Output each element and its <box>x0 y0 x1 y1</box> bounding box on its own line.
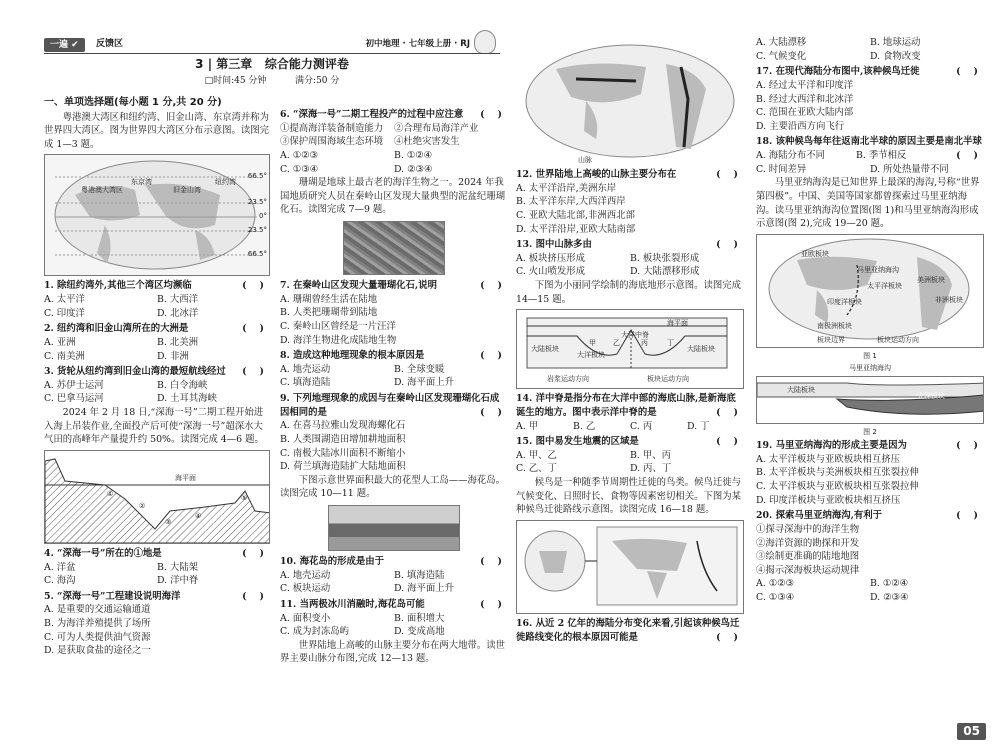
brand-text: 一遍 <box>50 40 69 50</box>
seafloor-profile: 海平面 ① ② ③ ④ ⑤ <box>44 450 270 544</box>
title-block <box>44 56 500 88</box>
exam-meta <box>44 75 500 88</box>
bird-migration-map <box>516 520 744 614</box>
trench-diagram: 大陆板块 大洋板块 <box>756 376 984 424</box>
question-7: 7. 在秦岭山区发现大量珊瑚化石,说明 ( ) <box>280 280 502 291</box>
question-13: 13. 图中山脉多由 ( ) <box>516 239 738 251</box>
intro-4-6: 2024 年 2 月 18 日,“深海一号”二期工程开始进入海上吊装作业,全面投产后可使“深海一号”超深水大气田的高峰年产量提升约 50%。读图完成 4—6 题。 <box>44 407 264 446</box>
question-11: 11. 当两极冰川消融时,海花岛可能 ( ) <box>280 598 502 610</box>
map-label-tokyo: 东京湾 <box>131 178 152 187</box>
question-19: 19. 马里亚纳海沟的形成主要是因为 ( ) <box>756 440 978 452</box>
question-4: 4. “深海一号”所在的①地是 ( ) <box>44 547 264 559</box>
mountain-label: 山脉 <box>578 155 592 164</box>
column-3: 山脉 12. 世界陆地上高峻的山脉主要分布在 ( ) A. 太平洋沿岸,美洲东岸 B. 太平洋东岸,大西洋西岸 C. 亚欧大陆北部,非洲西北部 D. 太平洋沿岸,亚欧大陆南部 13. 图中山脉多由 ( ) A. 板块挤压形成 B. 板块张裂形成 C. 火山喷发形成 D. 大陆漂移形成 下图为小丽同学绘制的海底地形示意图。读图完成 14—15 题。 海平面 大洋中脊 大陆板块 大洋板块 大陆板块 甲 乙 丙 丁 岩浆运动方向 板块运动方向 14. 洋中脊是指分布在大洋中部的海底山脉,是新海底诞生的地方。图中表示洋中脊的是 ( ) A. 甲 B. 乙 C. 丙 D. 丁 15. 图中易发生地震的区域是 ( ) A. 甲、乙 B. 甲、丙 C. 乙、丁 D. 丙、丁 候鸟是一种随季节周期性迁徙的鸟类。候鸟迁徙与气候变化、日照时长、食物等因素密切相关。下图为某种候鸟迁徙路线示意图。读图完成 16—18 题。 16. 从近 2 亿年的海陆分布变化来看,引起该种候鸟迁徙路线变化的根本原因可能是 ( ) <box>516 36 744 744</box>
intro-10-11: 下图示意世界面积最大的花型人工岛——海花岛。读图完成 10—11 题。 <box>280 474 506 500</box>
mountain-map <box>516 39 744 165</box>
map-label-gba: 粤港澳大湾区 <box>81 186 123 195</box>
seafloor-diagram: 海平面 大洋中脊 大陆板块 大洋板块 大陆板块 甲 乙 丙 丁 岩浆运动方向 板块运动方向 <box>516 309 744 389</box>
column-1: 一、单项选择题(每小题 1 分,共 20 分) 粤港澳大湾区和纽约湾、旧金山湾、东京湾并称为世界四大湾区。图为世界四大湾区分布示意图。读图完成 1—3 题。 粤港澳大湾区 东京湾 旧金山湾 纽约湾 66.5° 23.5° 0° 23.5° 66.5° 1. 除纽约湾外,其他三个湾区均濒临 ( ) A. 太平洋 B. 大西洋 C. 印度洋 D. 北冰洋 2. 纽约湾和旧金山湾所在的大洲是 ( ) A. 亚洲 B. 北美洲 C. 南美洲 D. 非洲 3. 货轮从纽约湾到旧金山湾的最短航线经过 ( ) A. 苏伊士运河 B. 白令海峡 C. 巴拿马运河 D. 土耳其海峡 2024 年 2 月 18 日,“深海一号”二期工程开始进入海上吊装作业,全面投产后可使“深海一号”超深水大气田的高峰年产量提升约 50%。读图完成 4—6 题。 海平面 ① ② ③ ④ ⑤ 4. “深海一号”所在的①地是 ( ) A. 洋盆 B. 大陆架 C. 海沟 D. 洋中脊 5. “深海一号”工程建设说明海洋 ( ) A. 是重要的交通运输通道 B. 为海洋养殖提供了场所 C. 可为人类提供油气资源 D. 是获取食盐的途径之一 <box>44 97 270 657</box>
question-8: 8. 造成这种地理现象的根本原因是 ( ) <box>280 350 502 362</box>
intro-16-18: 候鸟是一种随季节周期性迁徙的鸟类。候鸟迁徙与气候变化、日照时长、食物等因素密切相关。下图为某种候鸟迁徙路线示意图。读图完成 16—18 题。 <box>516 477 742 516</box>
question-9: 9. 下列地理现象的成因与在秦岭山区发现珊瑚化石成因相同的是 ( ) <box>280 393 502 418</box>
figure-2-title: 马里亚纳海沟 <box>849 363 891 372</box>
intro-1-3: 粤港澳大湾区和纽约湾、旧金山湾、东京湾并称为世界四大湾区。图为世界四大湾区分布示意图。读图完成 1—3 题。 <box>44 111 270 150</box>
intro-14-15: 下图为小丽同学绘制的海底地形示意图。读图完成 14—15 题。 <box>516 280 742 305</box>
haihua-island-photo <box>328 505 460 551</box>
course-label: 初中地理 · 七年级上册 · RJ <box>365 39 470 49</box>
world-map-icon <box>45 155 270 275</box>
question-14: 14. 洋中脊是指分布在大洋中部的海底山脉,是新海底诞生的地方。图中表示洋中脊的是 ( ) <box>516 393 738 418</box>
migration-map-icon <box>517 521 744 613</box>
plate-map: 亚欧板块 马里亚纳海沟 太平洋板块 印度洋板块 南极洲板块 美洲板块 非洲板块 板块边界 板块运动方向 <box>756 234 984 348</box>
question-17: 17. 在现代海陆分布图中,该种候鸟迁徙 ( ) <box>756 66 978 78</box>
header-bar <box>44 38 500 52</box>
question-10: 10. 海花岛的形成是由于 ( ) <box>280 556 502 567</box>
bay-area-map: 粤港澳大湾区 东京湾 旧金山湾 纽约湾 66.5° 23.5° 0° 23.5° 66.5° <box>44 154 270 276</box>
question-6: 6. “深海一号”二期工程投产的过程中应注意 ( ) <box>280 109 502 120</box>
figure-1-caption: 图 1 <box>863 351 877 360</box>
map-label-ny: 纽约湾 <box>215 178 236 187</box>
column-2: 6. “深海一号”二期工程投产的过程中应注意 ( ) ①提高海洋装备制造能力 ②合理布局海洋产业 ③保护周围海域生态环境 ④杜绝灾害发生 A. ①②③ B. ①②④ C. ①③④ D. ②③④ 珊瑚是地球上最古老的海洋生物之一。2024 年我国地质研究人员在秦岭山区发现大量典型的泥盆纪珊瑚化石。读图完成 7—9 题。 7. 在秦岭山区发现大量珊瑚化石,说明 ( ) A. 珊瑚曾经生活在陆地 B. 人类把珊瑚带到陆地 C. 秦岭山区曾经是一片汪洋 D. 海洋生物进化成陆地生物 8. 造成这种地理现象的根本原因是 ( ) A. 地壳运动 B. 全球变暖 C. 填海造陆 D. 海平面上升 9. 下列地理现象的成因与在秦岭山区发现珊瑚化石成因相同的是 ( ) A. 在喜马拉雅山发现海螺化石 B. 人类围湖造田增加耕地面积 C. 南极大陆冰川面积不断缩小 D. 荷兰填海造陆扩大陆地面积 下图示意世界面积最大的花型人工岛——海花岛。读图完成 10—11 题。 10. 海花岛的形成是由于 ( ) A. 地壳运动 B. 填海造陆 C. 板块运动 D. 海平面上升 11. 当两极冰川消融时,海花岛可能 ( ) A. 面积变小 B. 面积增大 C. 成为封冻岛屿 D. 变成高地 世界陆地上高峻的山脉主要分布在两大地带。读世界主要山脉分布图,完成 12—13 题。 <box>280 106 508 744</box>
question-5: 5. “深海一号”工程建设说明海洋 ( ) <box>44 590 264 602</box>
question-18: 18. 该种候鸟每年往返南北半球的原因主要是南北半球 ( ) <box>756 136 982 161</box>
intro-7-9: 珊瑚是地球上最古老的海洋生物之一。2024 年我国地质研究人员在秦岭山区发现大量典型的泥盆纪珊瑚化石。读图完成 7—9 题。 <box>280 177 506 216</box>
profile-diagram-icon <box>45 451 270 543</box>
page-title: 3 | 第三章 综合能力测评卷 <box>195 57 349 71</box>
page-number: 05 <box>957 723 986 740</box>
question-20: 20. 探索马里亚纳海沟,有利于 ( ) <box>756 510 978 522</box>
time-label: □时间:45 分钟 <box>204 76 267 87</box>
mascot-icon <box>474 30 496 54</box>
check-icon: ✔ <box>68 40 79 50</box>
question-1: 1. 除纽约湾外,其他三个湾区均濒临 ( ) <box>44 280 264 292</box>
brand-tag <box>44 38 85 52</box>
figure-2-caption: 图 2 <box>863 428 877 437</box>
score-label: 满分:50 分 <box>295 76 340 87</box>
intro-19-20: 马里亚纳海沟是已知世界上最深的海沟,号称“世界第四极”。中国、美国等国家都曾探索过马里亚纳海沟。读马里亚纳海沟位置图(图 1)和马里亚纳海沟形成示意图(图 2),完成 19—20 题。 <box>756 177 980 230</box>
question-15: 15. 图中易发生地震的区域是 ( ) <box>516 436 738 448</box>
trench-diagram-icon <box>757 377 984 423</box>
mountain-map-icon <box>516 39 744 165</box>
section-heading: 一、单项选择题(每小题 1 分,共 20 分) <box>44 97 222 108</box>
intro-12-13: 世界陆地上高峻的山脉主要分布在两大地带。读世界主要山脉分布图,完成 12—13 题。 <box>280 639 506 665</box>
coral-fossil-photo <box>343 221 445 275</box>
question-16: 16. 从近 2 亿年的海陆分布变化来看,引起该种候鸟迁徙路线变化的根本原因可能是 ( ) <box>516 617 740 643</box>
sea-level-label: 海平面 <box>175 473 196 482</box>
column-4: A. 大陆漂移 B. 地球运动 C. 气候变化 D. 食物改变 17. 在现代海陆分布图中,该种候鸟迁徙 ( ) A. 经过太平洋和印度洋 B. 经过大西洋和北冰洋 C. 范围在亚欧大陆内部 D. 主要沿西方向飞行 18. 该种候鸟每年往返南北半球的原因主要是南北半球 ( ) A. 海陆分布不同 B. 季节相反 C. 时间差异 D. 所处热量带不同 马里亚纳海沟是已知世界上最深的海沟,号称“世界第四极”。中国、美国等国家都曾探索过马里亚纳海沟。读马里亚纳海沟位置图(图 1)和马里亚纳海沟形成示意图(图 2),完成 19—20 题。 亚欧板块 马里亚纳海沟 太平洋板块 印度洋板块 南极洲板块 美洲板块 非洲板块 板块边界 板块运动方向 图 1 马里亚纳海沟 大陆板块 大洋板块 图 2 19. 马里亚纳海沟的形成主要是因为 ( ) A. 太平洋板块与亚欧板块相互挤压 B. 太平洋板块与美洲板块相互张裂拉伸 C. 太平洋板块与亚欧板块相互张裂拉伸 D. 印度洋板块与亚欧板块相互挤压 20. 探索马里亚纳海沟,有利于 ( ) ①探寻深海中的海洋生物 ②海洋资源的勘探和开发 ③绘制更准确的陆地地图 ④揭示深海板块运动规律 A. ①②③ B. ①②④ C. ①③④ D. ②③④ <box>756 36 984 744</box>
question-3: 3. 货轮从纽约湾到旧金山湾的最短航线经过 ( ) <box>44 366 264 378</box>
section-label: 反馈区 <box>96 39 124 49</box>
question-2: 2. 纽约湾和旧金山湾所在的大洲是 ( ) <box>44 323 264 335</box>
question-12: 12. 世界陆地上高峻的山脉主要分布在 ( ) <box>516 169 738 180</box>
map-label-sf: 旧金山湾 <box>173 186 201 195</box>
